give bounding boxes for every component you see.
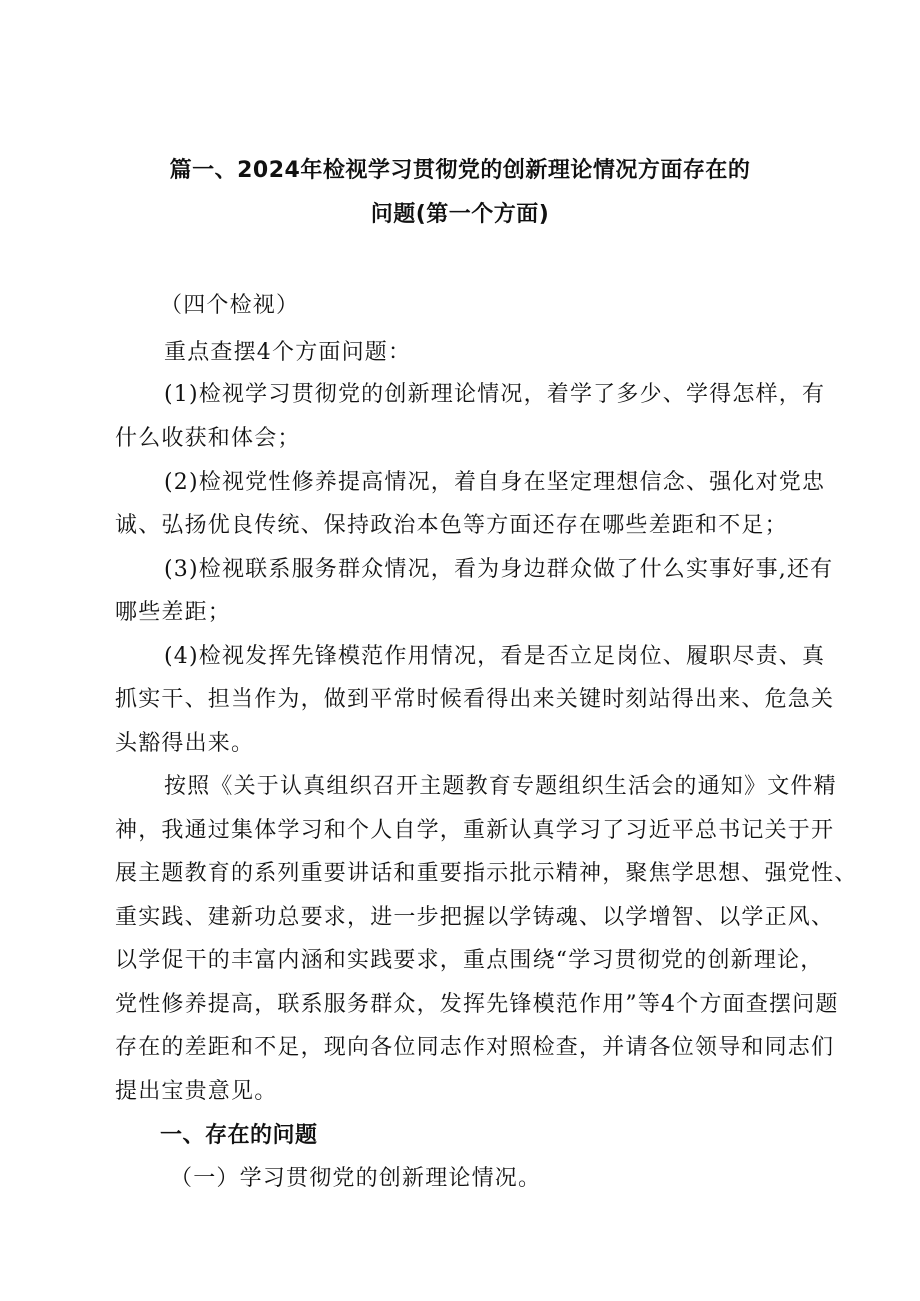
paragraph-line: (2)检视党性修养提高情况，着自身在坚定理想信念、强化对党忠 xyxy=(164,470,826,495)
paragraph-line: 重实践、建新功总要求，进一步把握以学铸魂、以学增智、以学正风、 xyxy=(115,905,835,930)
paragraph-line: 神，我通过集体学习和个人自学，重新认真学习了习近平总书记关于开 xyxy=(115,818,835,843)
paragraph-line: 党性修养提高，联系服务群众，发挥先锋模范作用”等4个方面查摆问题 xyxy=(115,992,839,1017)
paragraph-line: (1)检视学习贯彻党的创新理论情况，着学了多少、学得怎样，有 xyxy=(164,382,826,407)
paragraph-line: 抓实干、担当作为，做到平常时候看得出来关键时刻站得出来、危急关 xyxy=(115,687,835,712)
paragraph-line: 展主题教育的系列重要讲话和重要指示批示精神，聚焦学思想、强党性、 xyxy=(115,861,858,886)
paragraph-line: 重点查摆4个方面问题： xyxy=(164,340,412,365)
paragraph-line: 存在的差距和不足，现向各位同志作对照检查，并请各位领导和同志们 xyxy=(115,1035,835,1060)
document-title-line-2: 问题(第一个方面) xyxy=(370,202,550,227)
paragraph-line: 提出宝贵意见。 xyxy=(115,1079,278,1104)
paragraph-line: 以学促干的丰富内涵和实践要求，重点围绕“学习贯彻党的创新理论， xyxy=(115,948,824,973)
paragraph-line: 头豁得出来。 xyxy=(115,731,255,756)
document-title-line-1: 篇一、2024年检视学习贯彻党的创新理论情况方面存在的 xyxy=(169,158,751,183)
paragraph-line: 按照《关于认真组织召开主题教育专题组织生活会的通知》文件精 xyxy=(164,774,837,799)
paragraph-line: 什么收获和体会； xyxy=(115,426,301,451)
section-heading: 一、存在的问题 xyxy=(160,1123,318,1148)
paragraph-line: 哪些差距； xyxy=(115,600,232,625)
paragraph-line: 诚、弘扬优良传统、保持政治本色等方面还存在哪些差距和不足； xyxy=(115,513,788,538)
paragraph-line: (4)检视发挥先锋模范作用情况，看是否立足岗位、履职尽责、真 xyxy=(164,644,826,669)
paragraph-line: (3)检视联系服务群众情况，看为身边群众做了什么实事好事,还有 xyxy=(164,557,834,582)
paragraph-line: （四个检视） xyxy=(160,293,300,318)
subsection-heading: （一）学习贯彻党的创新理论情况。 xyxy=(170,1166,542,1191)
